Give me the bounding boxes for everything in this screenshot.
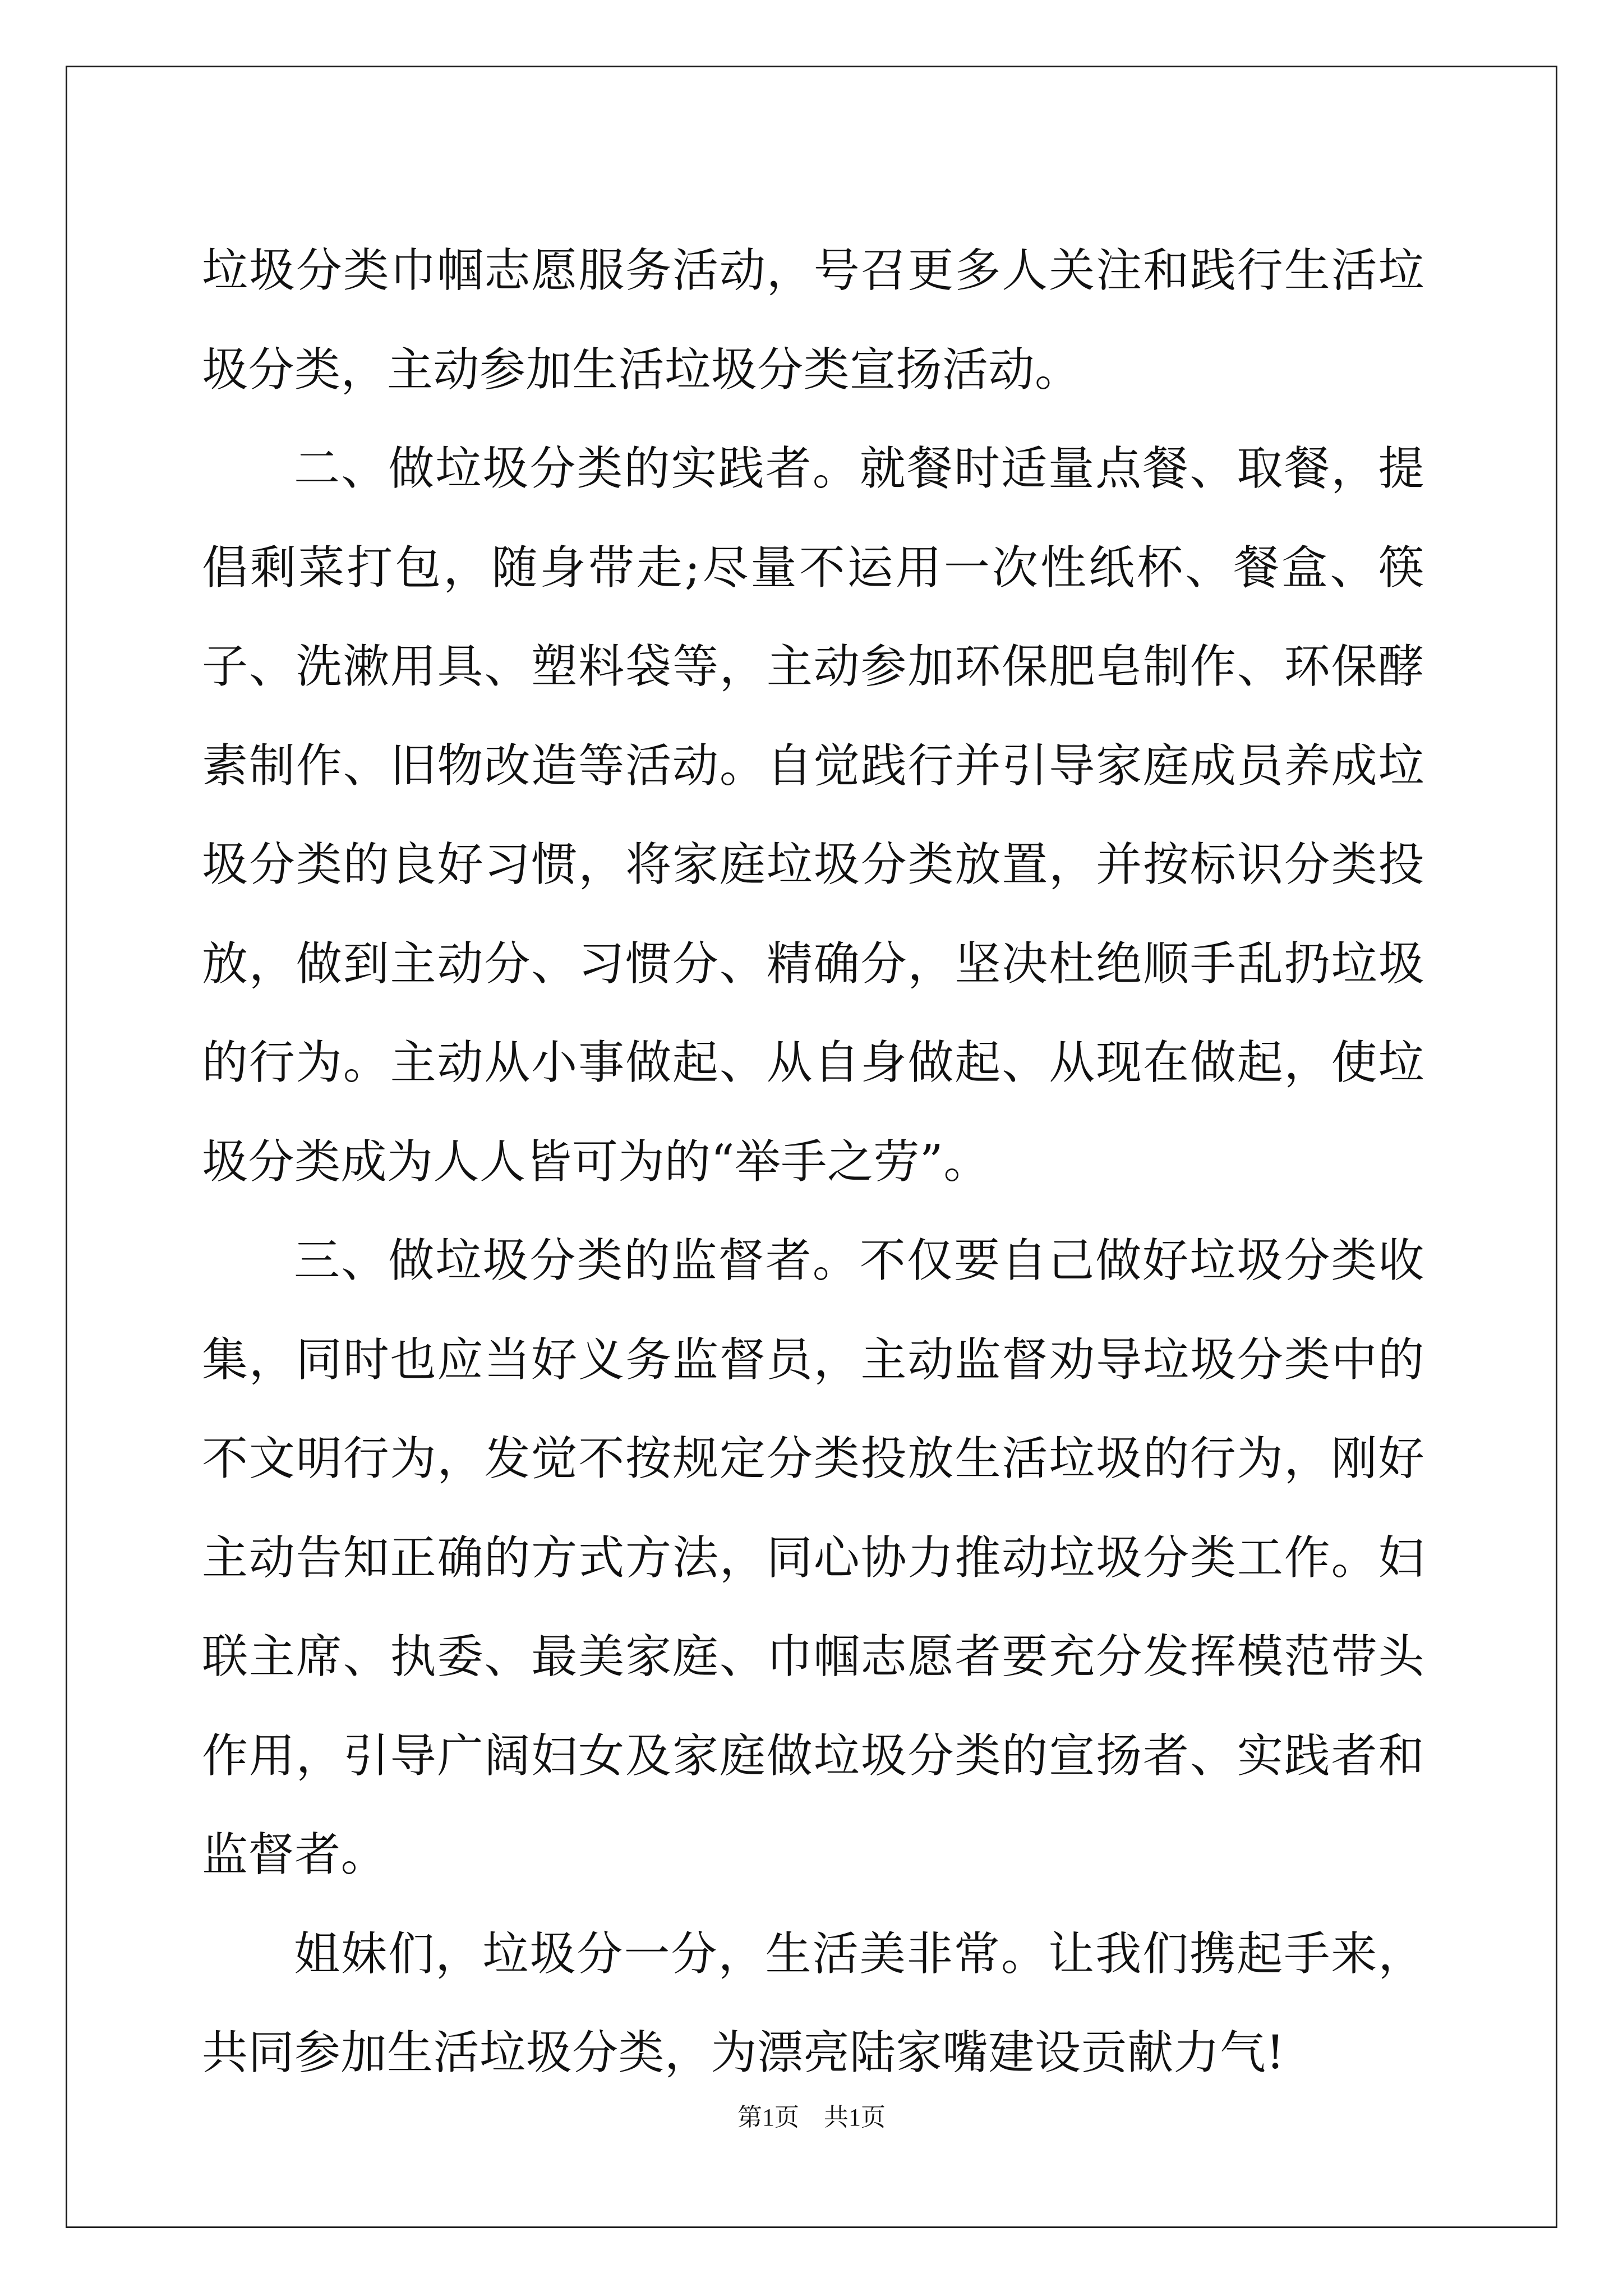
paragraph-2: 二、做垃圾分类的实践者。就餐时适量点餐、取餐，提倡剩菜打包，随身带走;尽量不运用一次性纸杯、餐盒、筷子、洗漱用具、塑料袋等，主动参加环保肥皂制作、环保酵素制作、旧物改造等活动。自觉践行并引导家庭成员养成垃圾分类的良好习惯，将家庭垃圾分类放置，并按标识分类投放，做到主动分、习惯分、精确分，坚决杜绝顺手乱扔垃圾的行为。主动从小事做起、从自身做起、从现在做起，使垃圾分类成为人人皆可为的“举手之劳”。: [202, 442, 1424, 1189]
document-body: [202, 222, 1424, 2103]
page-number: 第1页 共1页: [737, 2104, 886, 2131]
paragraph-4: 姐妹们，垃圾分一分，生活美非常。让我们携起手来，共同参加生活垃圾分类，为漂亮陆家嘴建设贡献力气!: [202, 1927, 1424, 2079]
paragraph-1: 垃圾分类巾帼志愿服务活动，号召更多人关注和践行生活垃圾分类，主动参加生活垃圾分类宣扬活动。: [202, 244, 1424, 397]
paragraph-3: 三、做垃圾分类的监督者。不仅要自己做好垃圾分类收集，同时也应当好义务监督员，主动监督劝导垃圾分类中的不文明行为，发觉不按规定分类投放生活垃圾的行为，刚好主动告知正确的方式方法，同心协力推动垃圾分类工作。妇联主席、执委、最美家庭、巾帼志愿者要充分发挥模范带头作用，引导广阔妇女及家庭做垃圾分类的宣扬者、实践者和监督者。: [202, 1234, 1424, 1881]
